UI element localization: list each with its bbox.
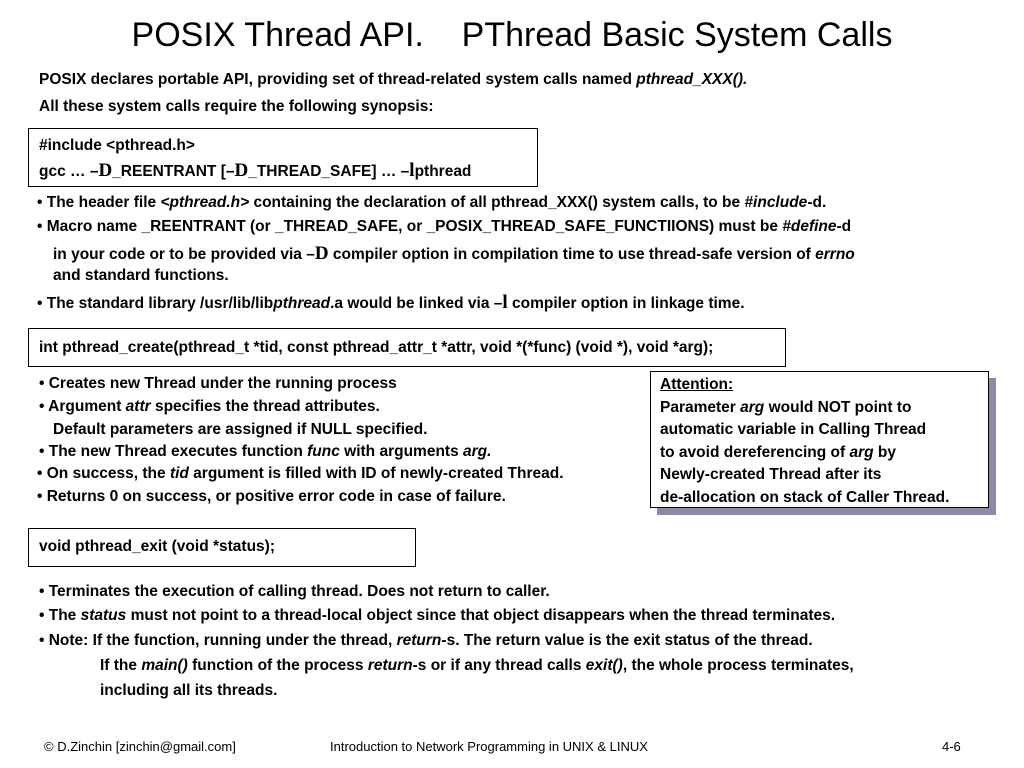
attention-box xyxy=(650,371,989,508)
attention-heading: Attention: xyxy=(660,376,734,393)
attention-line-4: Newly-created Thread after its xyxy=(660,466,882,483)
attention-line-3: to avoid dereferencing of arg by xyxy=(660,444,897,461)
note-macro-name: • Macro name _REENTRANT (or _THREAD_SAFE, or _POSIX_THREAD_SAFE_FUNCTIIONS) must be #define-d xyxy=(37,218,852,235)
create-item-4: • On success, the tid argument is filled with ID of newly-created Thread. xyxy=(37,465,564,482)
synopsis-box xyxy=(28,128,538,187)
create-item-3: • The new Thread executes function func with arguments arg. xyxy=(39,443,492,460)
pthread-create-signature: int pthread_create(pthread_t *tid, const pthread_attr_t *attr, void *(*func) (void *), void *arg); xyxy=(39,339,714,356)
create-item-1: • Creates new Thread under the running process xyxy=(39,375,397,392)
note-macro-cont: in your code or to be provided via –D compiler option in compilation time to use thread-safe version of errno xyxy=(53,243,855,264)
attention-line-2: automatic variable in Calling Thread xyxy=(660,421,927,438)
intro-line-2: All these system calls require the following synopsis: xyxy=(39,98,434,115)
note-standard-functions: and standard functions. xyxy=(53,267,229,284)
intro-line-1: POSIX declares portable API, providing set of thread-related system calls named pthread_XXX(). xyxy=(39,71,748,88)
footer-course-title: Introduction to Network Programming in UNIX & LINUX xyxy=(330,739,648,754)
gcc-line: gcc … –D_REENTRANT [–D_THREAD_SAFE] … –lpthread xyxy=(39,160,472,181)
exit-item-3-cont: If the main() function of the process return-s or if any thread calls exit(), the whole process terminates, xyxy=(100,657,854,674)
page-title: POSIX Thread API. PThread Basic System Calls xyxy=(131,16,893,54)
pthread-exit-signature-box xyxy=(28,528,416,567)
exit-item-3-cont-2: including all its threads. xyxy=(100,682,278,699)
note-header-file: • The header file <pthread.h> containing the declaration of all pthread_XXX() system calls, to be #include-d. xyxy=(37,194,827,211)
exit-item-1: • Terminates the execution of calling thread. Does not return to caller. xyxy=(39,583,550,600)
note-library: • The standard library /usr/lib/libpthread.a would be linked via –l compiler option in linkage time. xyxy=(37,292,745,313)
exit-item-2: • The status must not point to a thread-local object since that object disappears when the thread terminates. xyxy=(39,607,836,624)
pthread-create-signature-box xyxy=(28,328,786,367)
pthread-exit-signature: void pthread_exit (void *status); xyxy=(39,538,275,555)
create-item-2-cont: Default parameters are assigned if NULL specified. xyxy=(53,421,428,438)
attention-line-1: Parameter arg would NOT point to xyxy=(660,399,912,416)
attention-line-5: de-allocation on stack of Caller Thread. xyxy=(660,489,950,506)
footer-slide-number: 4-6 xyxy=(942,739,961,754)
footer-copyright: © D.Zinchin [zinchin@gmail.com] xyxy=(44,739,236,754)
create-item-2: • Argument attr specifies the thread attributes. xyxy=(39,398,380,415)
include-line: #include <pthread.h> xyxy=(39,137,195,154)
create-item-5: • Returns 0 on success, or positive error code in case of failure. xyxy=(37,488,506,505)
exit-item-3: • Note: If the function, running under the thread, return-s. The return value is the exit status of the thread. xyxy=(39,632,813,649)
